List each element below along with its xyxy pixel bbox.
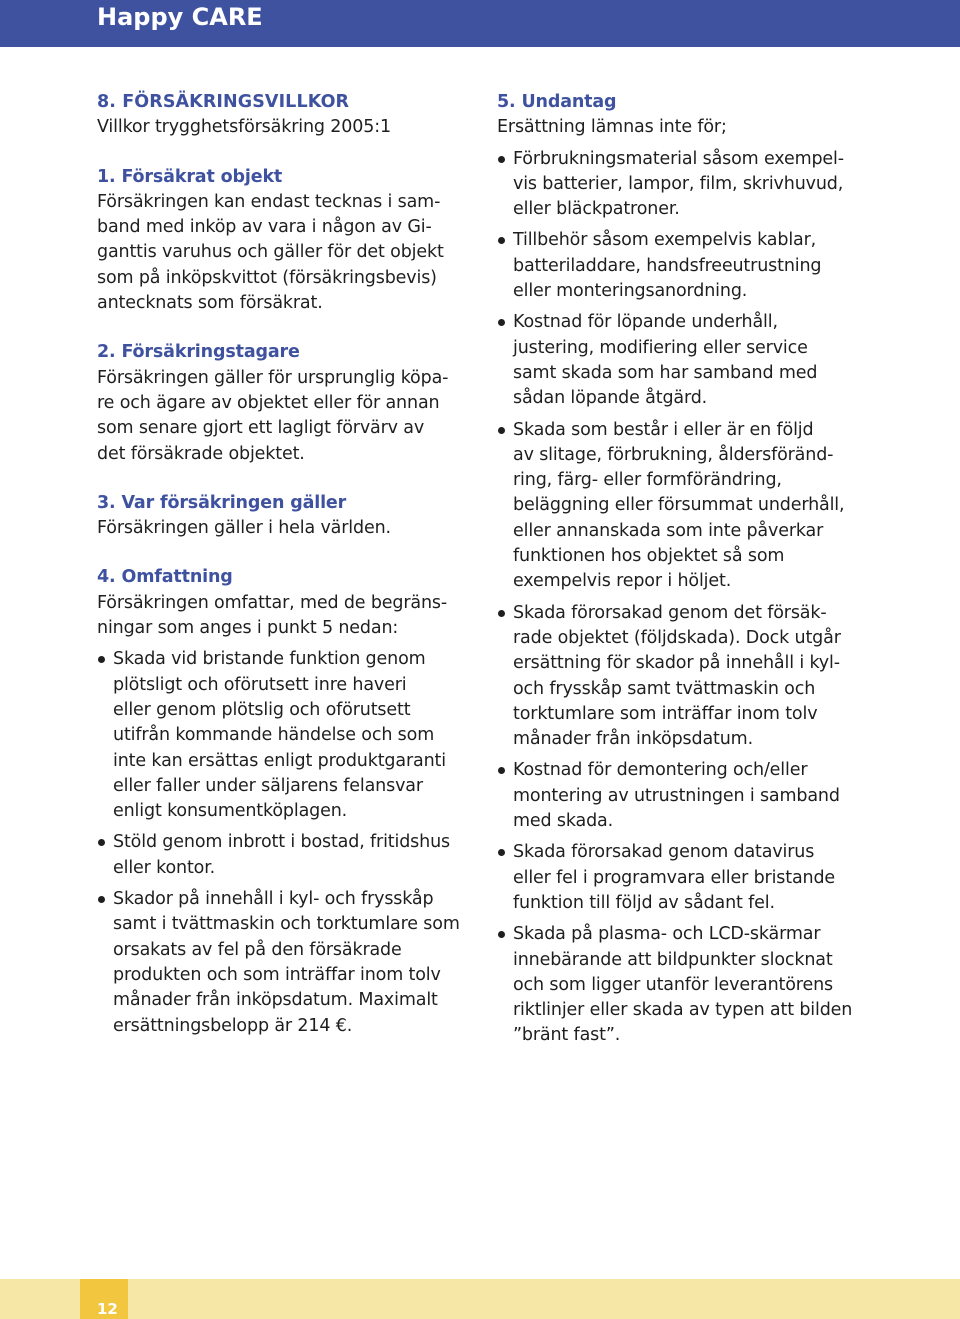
text-line: Försäkringen gäller i hela världen. xyxy=(97,518,391,539)
bullet-icon xyxy=(498,931,505,938)
section-heading: 2. Försäkringstagare xyxy=(97,342,300,363)
list-item xyxy=(497,601,869,753)
section-heading: 4. Omfattning xyxy=(97,567,233,588)
list-item-line: innebärande att bildpunkter slocknat xyxy=(513,949,833,970)
list-item-line: månader från inköpsdatum. xyxy=(513,729,753,750)
text-line: re och ägare av objektet eller för annan xyxy=(97,392,440,413)
section-4 xyxy=(97,565,467,1038)
list-item-line: torktumlare som inträffar inom tolv xyxy=(513,703,818,724)
list-item-line: eller annanskada som inte påverkar xyxy=(513,520,824,541)
list-item-line: och frysskåp samt tvättmaskin och xyxy=(513,678,816,699)
section-2 xyxy=(97,340,467,466)
list-item-line: plötsligt och oförutsett inre haveri xyxy=(113,674,407,695)
list-item-line: eller genom plötslig och oförutsett xyxy=(113,699,411,720)
list-item-line: montering av utrustningen i samband xyxy=(513,785,840,806)
text-line: det försäkrade objektet. xyxy=(97,443,305,464)
section-1 xyxy=(97,165,467,317)
list-item-line: ”bränt fast”. xyxy=(513,1025,621,1046)
bullet-icon xyxy=(498,767,505,774)
list-item xyxy=(97,830,467,881)
list-item-line: med skada. xyxy=(513,811,614,832)
list-item-line: Skada som består i eller är en följd xyxy=(513,419,814,440)
list-item-line: orsakats av fel på den försäkrade xyxy=(113,939,402,960)
brand-title: Happy CARE xyxy=(97,3,263,31)
list-item-line: samt i tvättmaskin och torktumlare som xyxy=(113,914,460,935)
page-number: 12 xyxy=(97,1300,118,1318)
bullet-icon xyxy=(98,839,105,846)
list-item-line: ersättning för skador på innehåll i kyl- xyxy=(513,653,840,674)
list-item-line: enligt konsumentköplagen. xyxy=(113,801,348,822)
section-body xyxy=(97,190,467,316)
list-item xyxy=(97,887,467,1039)
bullet-icon xyxy=(98,896,105,903)
list-item xyxy=(497,228,869,304)
text-line: ningar som anges i punkt 5 nedan: xyxy=(97,618,399,639)
text-line: band med inköp av vara i någon av Gi- xyxy=(97,217,432,238)
section-body xyxy=(97,516,467,541)
bullet-icon xyxy=(498,156,505,163)
bullet-icon xyxy=(98,656,105,663)
list-item-line: eller bläckpatroner. xyxy=(513,199,680,220)
list-item-line: funktion till följd av sådant fel. xyxy=(513,892,775,913)
list-item-line: Skada förorsakad genom det försäk- xyxy=(513,602,827,623)
right-column xyxy=(497,90,869,1055)
list-item-line: eller faller under säljarens felansvar xyxy=(113,775,423,796)
list-item-line: exempelvis repor i höljet. xyxy=(513,571,732,592)
list-item-line: batteriladdare, handsfreeutrustning xyxy=(513,255,822,276)
list-item-line: riktlinjer eller skada av typen att bilden xyxy=(513,1000,853,1021)
bullet-icon xyxy=(498,319,505,326)
list-item-line: Skada förorsakad genom datavirus xyxy=(513,842,815,863)
list-item-line: funktionen hos objektet så som xyxy=(513,546,785,567)
list-item xyxy=(497,147,869,223)
list-item-line: sådan löpande åtgärd. xyxy=(513,388,708,409)
text-line: Försäkringen omfattar, med de begräns- xyxy=(97,592,448,613)
list-item-line: Kostnad för löpande underhåll, xyxy=(513,312,778,333)
list-item-line: justering, modifiering eller service xyxy=(513,337,808,358)
list-item-line: eller fel i programvara eller bristande xyxy=(513,867,836,888)
list-item xyxy=(497,840,869,916)
list-item-line: Skador på innehåll i kyl- och frysskåp xyxy=(113,889,434,910)
list-item-line: och som ligger utanför leverantörens xyxy=(513,974,833,995)
bullet-icon xyxy=(498,237,505,244)
list-item-line: av slitage, förbrukning, åldersföränd- xyxy=(513,444,834,465)
text-line: ganttis varuhus och gäller för det objekt xyxy=(97,242,444,263)
list-item-line: ersättningsbelopp är 214 €. xyxy=(113,1015,353,1036)
list-item-line: inte kan ersättas enligt produktgaranti xyxy=(113,750,446,771)
bullet-list xyxy=(97,647,467,1038)
section-intro: Ersättning lämnas inte för; xyxy=(497,117,727,138)
bullet-icon xyxy=(498,610,505,617)
footer-band xyxy=(0,1279,960,1319)
list-item-line: eller monteringsanordning. xyxy=(513,281,748,302)
list-item xyxy=(497,310,869,411)
list-item xyxy=(497,418,869,595)
list-item-line: vis batterier, lampor, film, skrivhuvud, xyxy=(513,173,844,194)
list-item-line: månader från inköpsdatum. Maximalt xyxy=(113,990,438,1011)
text-line: antecknats som försäkrat. xyxy=(97,293,323,314)
list-item-line: Kostnad för demontering och/eller xyxy=(513,760,808,781)
bullet-list xyxy=(497,147,869,1049)
list-item-line: produkten och som inträffar inom tolv xyxy=(113,964,441,985)
list-item-line: Skada på plasma- och LCD-skärmar xyxy=(513,924,821,945)
list-item-line: Skada vid bristande funktion genom xyxy=(113,649,426,670)
list-item xyxy=(97,647,467,824)
list-item-line: Tillbehör såsom exempelvis kablar, xyxy=(513,230,817,251)
list-item-line: ring, färg- eller formförändring, xyxy=(513,470,782,491)
section-body xyxy=(97,591,467,642)
section-3 xyxy=(97,491,467,542)
page-subtitle: Villkor trygghetsförsäkring 2005:1 xyxy=(97,117,391,138)
list-item-line: rade objektet (följdskada). Dock utgår xyxy=(513,627,841,648)
text-line: Försäkringen kan endast tecknas i sam- xyxy=(97,191,441,212)
bullet-icon xyxy=(498,427,505,434)
left-column xyxy=(97,90,467,1045)
text-line: Försäkringen gäller för ursprunglig köpa- xyxy=(97,367,449,388)
section-heading: 1. Försäkrat objekt xyxy=(97,166,283,187)
list-item-line: beläggning eller försummat underhåll, xyxy=(513,495,845,516)
list-item xyxy=(497,758,869,834)
text-line: som senare gjort ett lagligt förvärv av xyxy=(97,418,425,439)
page-title: 8. FÖRSÄKRINGSVILLKOR xyxy=(97,92,350,112)
section-body xyxy=(97,366,467,467)
list-item-line: samt skada som har samband med xyxy=(513,362,818,383)
list-item xyxy=(497,922,869,1048)
list-item-line: utifrån kommande händelse och som xyxy=(113,725,435,746)
list-item-line: eller kontor. xyxy=(113,857,216,878)
section-heading: 5. Undantag xyxy=(497,92,617,112)
text-line: som på inköpskvittot (försäkringsbevis) xyxy=(97,267,437,288)
list-item-line: Förbrukningsmaterial såsom exempel- xyxy=(513,148,844,169)
list-item-line: Stöld genom inbrott i bostad, fritidshus xyxy=(113,832,451,853)
section-heading: 3. Var försäkringen gäller xyxy=(97,492,347,513)
bullet-icon xyxy=(498,849,505,856)
